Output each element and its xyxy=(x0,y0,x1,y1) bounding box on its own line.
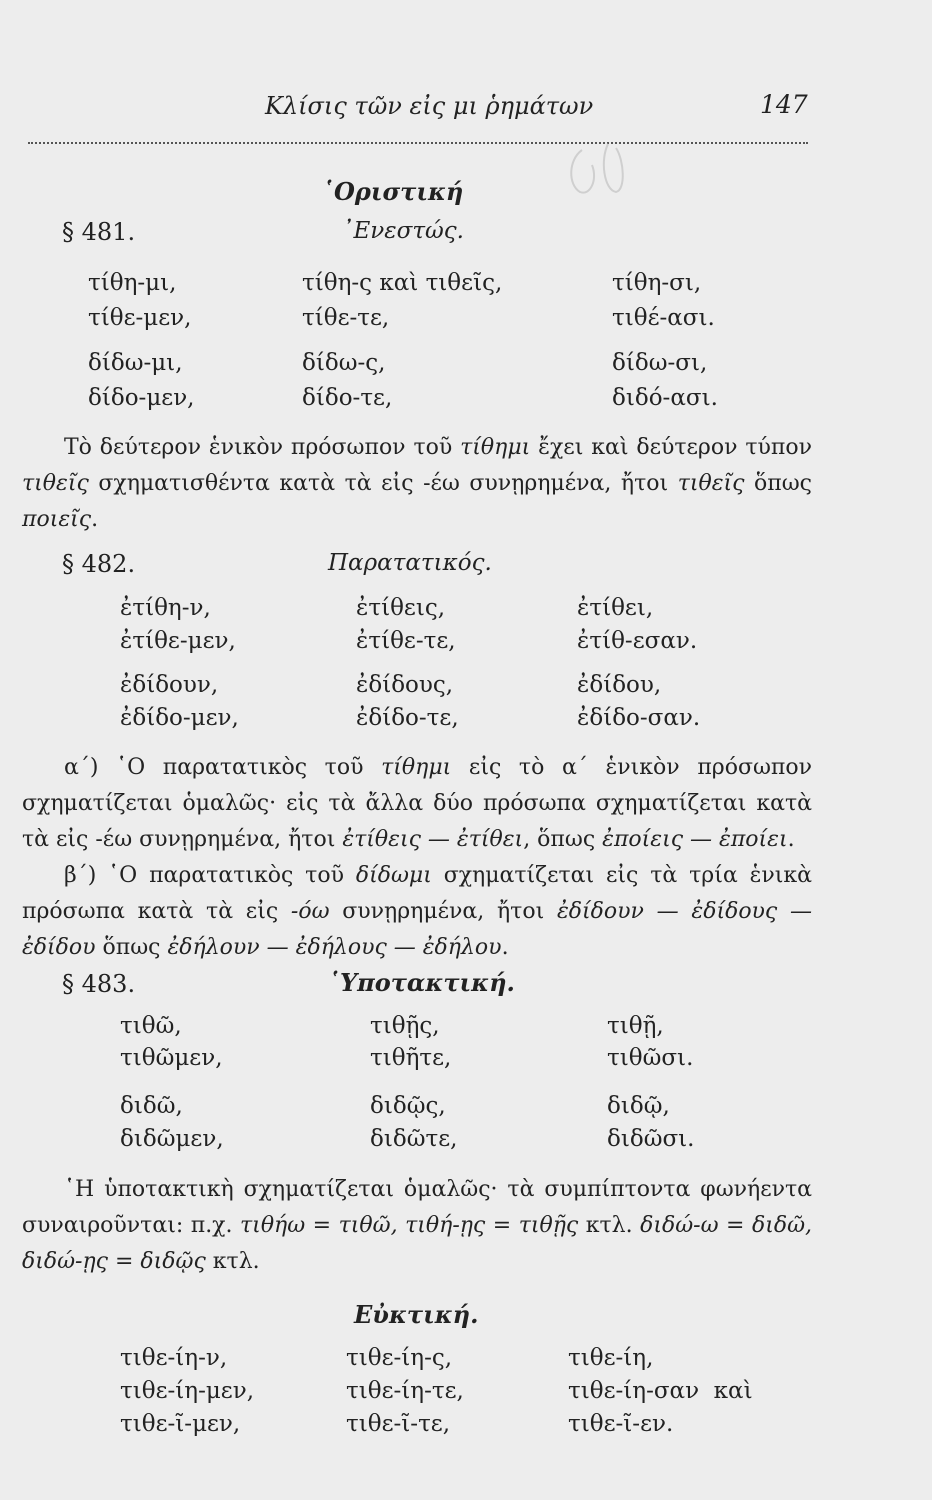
page-number: 147 xyxy=(760,90,808,119)
form-cell: τιθε-ῖ-εν. xyxy=(568,1411,674,1437)
form-cell: τιθῇς, xyxy=(370,1013,440,1039)
form-cell: ἐτίθε-μεν, xyxy=(120,628,236,654)
section-481: § 481. xyxy=(62,218,136,246)
form-cell: τιθῶ, xyxy=(120,1013,182,1039)
form-cell: τίθη-μι, xyxy=(88,270,177,296)
form-cell: διδῶ, xyxy=(120,1093,183,1119)
note-paragraph-483: ῾Η ὑποτακτικὴ σχηματίζεται ὁμαλῶς· τὰ συμπίπτοντα φωνήεντα συναιροῦνται: π.χ. τιθήω = τιθῶ, τιθή-ῃς = τιθῇς κτλ. διδώ-ω = διδῶ, διδώ-ῃς = διδῷς κτλ. xyxy=(22,1177,813,1274)
section-483: § 483. xyxy=(62,970,136,998)
form-cell: τιθε-ίη-τε, xyxy=(346,1378,464,1404)
form-cell: δίδο-τε, xyxy=(302,385,393,411)
form-cell: τιθῇ, xyxy=(607,1013,664,1039)
form-cell: τίθε-μεν, xyxy=(88,305,192,331)
form-cell: διδῶμεν, xyxy=(120,1126,224,1152)
note-paragraph-481: Τὸ δεύτερον ἑνικὸν πρόσωπον τοῦ τίθημι ἔχει καὶ δεύτερον τύπον τιθεῖς σχηματισθέντα κατὰ τὰ εἰς -έω συνῃρημένα, ἤτοι τιθεῖς ὅπως ποιεῖς. xyxy=(22,435,812,532)
mood-title-indicative: ῾Οριστική xyxy=(322,177,464,206)
form-cell: ἐτίθει, xyxy=(577,595,654,621)
form-cell: ἐδίδου, xyxy=(577,672,662,698)
form-cell: τιθε-ῖ-τε, xyxy=(346,1411,451,1437)
mood-title-optative: Εὐκτική. xyxy=(354,1300,479,1329)
header-dotted-rule xyxy=(28,142,808,144)
form-cell: ἐτίθη-ν, xyxy=(120,595,211,621)
note-b: β΄) ῾Ο παρατατικὸς τοῦ δίδωμι σχηματίζεται εἰς τὰ τρία ἑνικὰ πρόσωπα κατὰ τὰ εἰς -όω συνῃρημένα, ἤτοι ἐδίδουν — ἐδίδους — ἐδίδου ὅπως ἐδήλουν — ἐδήλους — ἐδήλου. xyxy=(22,863,813,960)
pencil-mark-icon xyxy=(560,130,640,210)
form-cell: δίδω-ς, xyxy=(302,350,386,376)
form-cell: τιθε-ίη-ν, xyxy=(120,1345,228,1371)
form-cell: τιθε-ίη, xyxy=(568,1345,654,1371)
form-cell: ἐδίδο-τε, xyxy=(356,705,459,731)
form-cell: τιθῶμεν, xyxy=(120,1045,223,1071)
form-cell: δίδο-μεν, xyxy=(88,385,195,411)
form-cell: τιθε-ίη-ς, xyxy=(346,1345,453,1371)
form-cell: ἐδίδους, xyxy=(356,672,454,698)
form-cell: τιθε-ίη-σαν καὶ xyxy=(568,1378,753,1404)
form-cell: τίθη-σι, xyxy=(612,270,702,296)
form-cell: τιθε-ίη-μεν, xyxy=(120,1378,255,1404)
form-cell: δίδω-σι, xyxy=(612,350,708,376)
form-cell: ἐδίδουν, xyxy=(120,672,219,698)
note-a: α΄) ῾Ο παρατατικὸς τοῦ τίθημι εἰς τὸ α΄ ἑνικὸν πρόσωπον σχηματίζεται ὁμαλῶς· εἰς τὰ ἄλλα δύο πρόσωπα σχηματίζεται κατὰ τὰ εἰς -έω συνῃρημένα, ἤτοι ἐτίθεις — ἐτίθει, ὅπως ἐποίεις — ἐποίει. xyxy=(22,755,813,852)
form-cell: ἐδίδο-μεν, xyxy=(120,705,239,731)
form-cell: δίδω-μι, xyxy=(88,350,183,376)
form-cell: ἐτίθεις, xyxy=(356,595,446,621)
form-cell: διδῷς, xyxy=(370,1093,446,1119)
running-title: Κλίσις τῶν εἰς μι ῥημάτων xyxy=(265,92,594,120)
form-cell: διδῶτε, xyxy=(370,1126,458,1152)
tense-present: ᾿Ενεστώς. xyxy=(342,218,464,244)
form-cell: ἐδίδο-σαν. xyxy=(577,705,701,731)
form-cell: ἐτίθε-τε, xyxy=(356,628,456,654)
form-cell: ἐτίθ-εσαν. xyxy=(577,628,698,654)
section-482: § 482. xyxy=(62,550,136,578)
form-cell: διδό-ασι. xyxy=(612,385,718,411)
form-cell: τιθέ-ασι. xyxy=(612,305,715,331)
form-cell: τίθε-τε, xyxy=(302,305,390,331)
form-cell: τιθῆτε, xyxy=(370,1045,452,1071)
form-cell: τιθε-ῖ-μεν, xyxy=(120,1411,241,1437)
note-paragraph-482 xyxy=(22,750,812,966)
form-cell: διδῶσι. xyxy=(607,1126,695,1152)
tense-imperfect: Παρατατικός. xyxy=(328,550,492,576)
mood-title-subjunctive: ῾Υποτακτική. xyxy=(328,968,515,997)
form-cell: διδῷ, xyxy=(607,1093,670,1119)
form-cell: τίθη-ς καὶ τιθεῖς, xyxy=(302,270,503,296)
form-cell: τιθῶσι. xyxy=(607,1045,694,1071)
